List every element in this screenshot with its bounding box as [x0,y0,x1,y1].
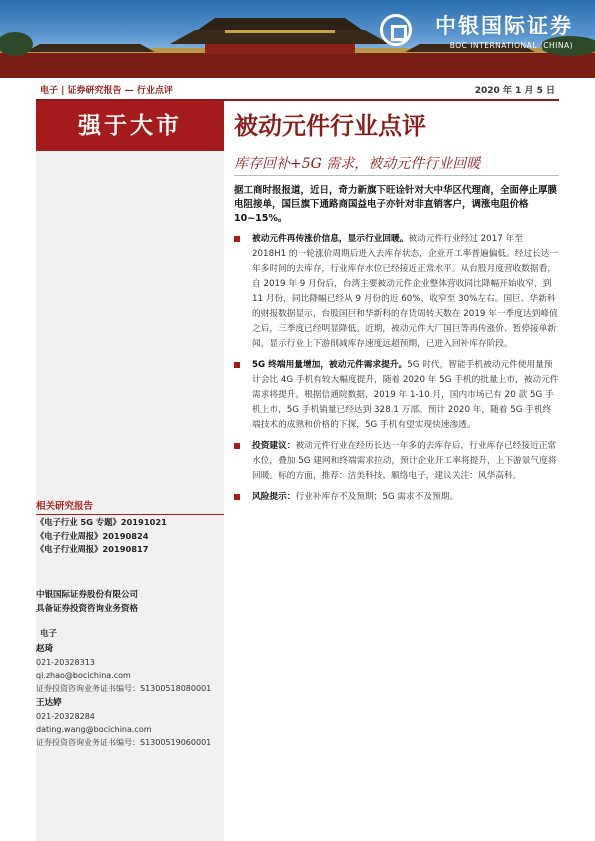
bullet-list [234,232,559,511]
bullet-text: 被动元件行业经过 2017 年至 2018H1 的一轮涨价周期后进入去库存状态，企业开工率普遍偏低。经过长达一年多时间的去库存，行业库存水位已经接近正常水平。从台股月度营收数据看，自 2019 年 9 月份后，台湾主要被动元件企业整体营收同比降幅开始收窄，到 11 月份，同比降幅已经从 9 月份的近 60%，收窄至 30%左右。国巨、华新科的财报数据显示，台股国巨和华新科的存货周转天数在 2019 年一季度达到峰值之后，三季度已经明显降低。近期，被动元件大厂国巨等再传涨价、暂停接单新闻，显示行业上下游削减库存速度远超预期，已进入回补库存阶段。 [252,234,559,349]
related-report-link[interactable]: 《电子行业 5G 专题》20191021 [36,517,167,527]
bullet-heading: 被动元件再传涨价信息，显示行业回暖。 [252,234,409,244]
analyst-phone: 021-20328284 [36,712,95,721]
title-divider [234,175,559,176]
analyst-license: 证券投资咨询业务证书编号：S1300518080001 [36,684,212,693]
analyst-sector: 电子 [40,629,58,639]
bullet-text: 行业补库存不及预期；5G 需求不及预期。 [295,492,459,502]
company-name: 中银国际证券股份有限公司 [36,590,139,600]
bullet-item [234,358,559,433]
report-subtitle: 库存回补+5G 需求，被动元件行业回暖 [234,156,481,172]
related-reports-heading: 相关研究报告 [36,498,224,515]
bullet-heading: 投资建议： [252,441,296,451]
bullet-square-icon [234,362,240,368]
rating-badge: 强于大市 [36,101,224,151]
analyst-info [36,628,211,749]
analyst-email[interactable]: qi.zhao@bocichina.com [36,671,131,680]
bullet-item [234,439,559,484]
bullet-text: 被动元件行业在经历长达一年多的去库存后，行业库存已经接近正常水位，叠加 5G 建网和终端需求拉动，预计企业开工率将提升，上下游景气度将回暖。标的方面，推荐：洁美科技、顺络电子，建议关注：风华高科。 [252,441,557,481]
report-title: 被动元件行业点评 [234,111,426,140]
bullet-heading: 风险提示： [252,492,296,502]
lead-paragraph: 据工商时报报道，近日，奇力新旗下旺诠针对大中华区代理商，全面停止厚膜电阻接单，国巨旗下通路商国益电子亦针对非直销客户，调涨电阻价格 10~15%。 [234,185,558,224]
brand-name-en: BOC INTERNATIONAL (CHINA) [449,41,573,50]
brand-name-cn: 中银国际证券 [435,13,573,38]
boc-logo-icon [380,14,412,46]
analyst-name: 赵琦 [36,644,54,654]
related-report-link[interactable]: 《电子行业周报》20190824 [36,530,149,541]
report-date: 2020 年 1 月 5 日 [474,86,555,96]
header-banner [0,0,595,78]
bullet-item [234,490,559,505]
analyst-email[interactable]: dating.wang@bocichina.com [36,725,152,734]
analyst-phone: 021-20328313 [36,658,95,667]
brand [435,10,573,50]
analyst-name: 王达婷 [36,698,62,708]
related-report-link[interactable]: 《电子行业周报》20190817 [36,544,149,554]
bullet-square-icon [234,494,240,500]
breadcrumb: 电子 | 证券研究报告 — 行业点评 [40,86,173,96]
bullet-text: 5G 时代，智能手机被动元件使用量预计会比 4G 手机有较大幅度提升，随着 2020 年 5G 手机的批量上市，被动元件需求将提升。根据信通院数据，2019 年 1-10 月，国内市场已有 20 款 5G 手机上市，5G 手机销量已经达到 328.1 万部。预计 2020 年，随着 5G 手机终端技术的成熟和价格的下探，5G 手机有望实现快速渗透。 [252,360,559,430]
bullet-item [234,232,559,352]
report-info-bar [36,81,559,101]
related-reports-list [36,516,167,557]
analyst-license: 证券投资咨询业务证书编号：S1300519060001 [36,738,212,747]
bullet-heading: 5G 终端用量增加，被动元件需求提升。 [252,360,408,370]
company-qualification: 具备证券投资咨询业务资格 [36,604,139,614]
bullet-square-icon [234,443,240,449]
bullet-square-icon [234,236,240,242]
company-info [36,588,138,616]
